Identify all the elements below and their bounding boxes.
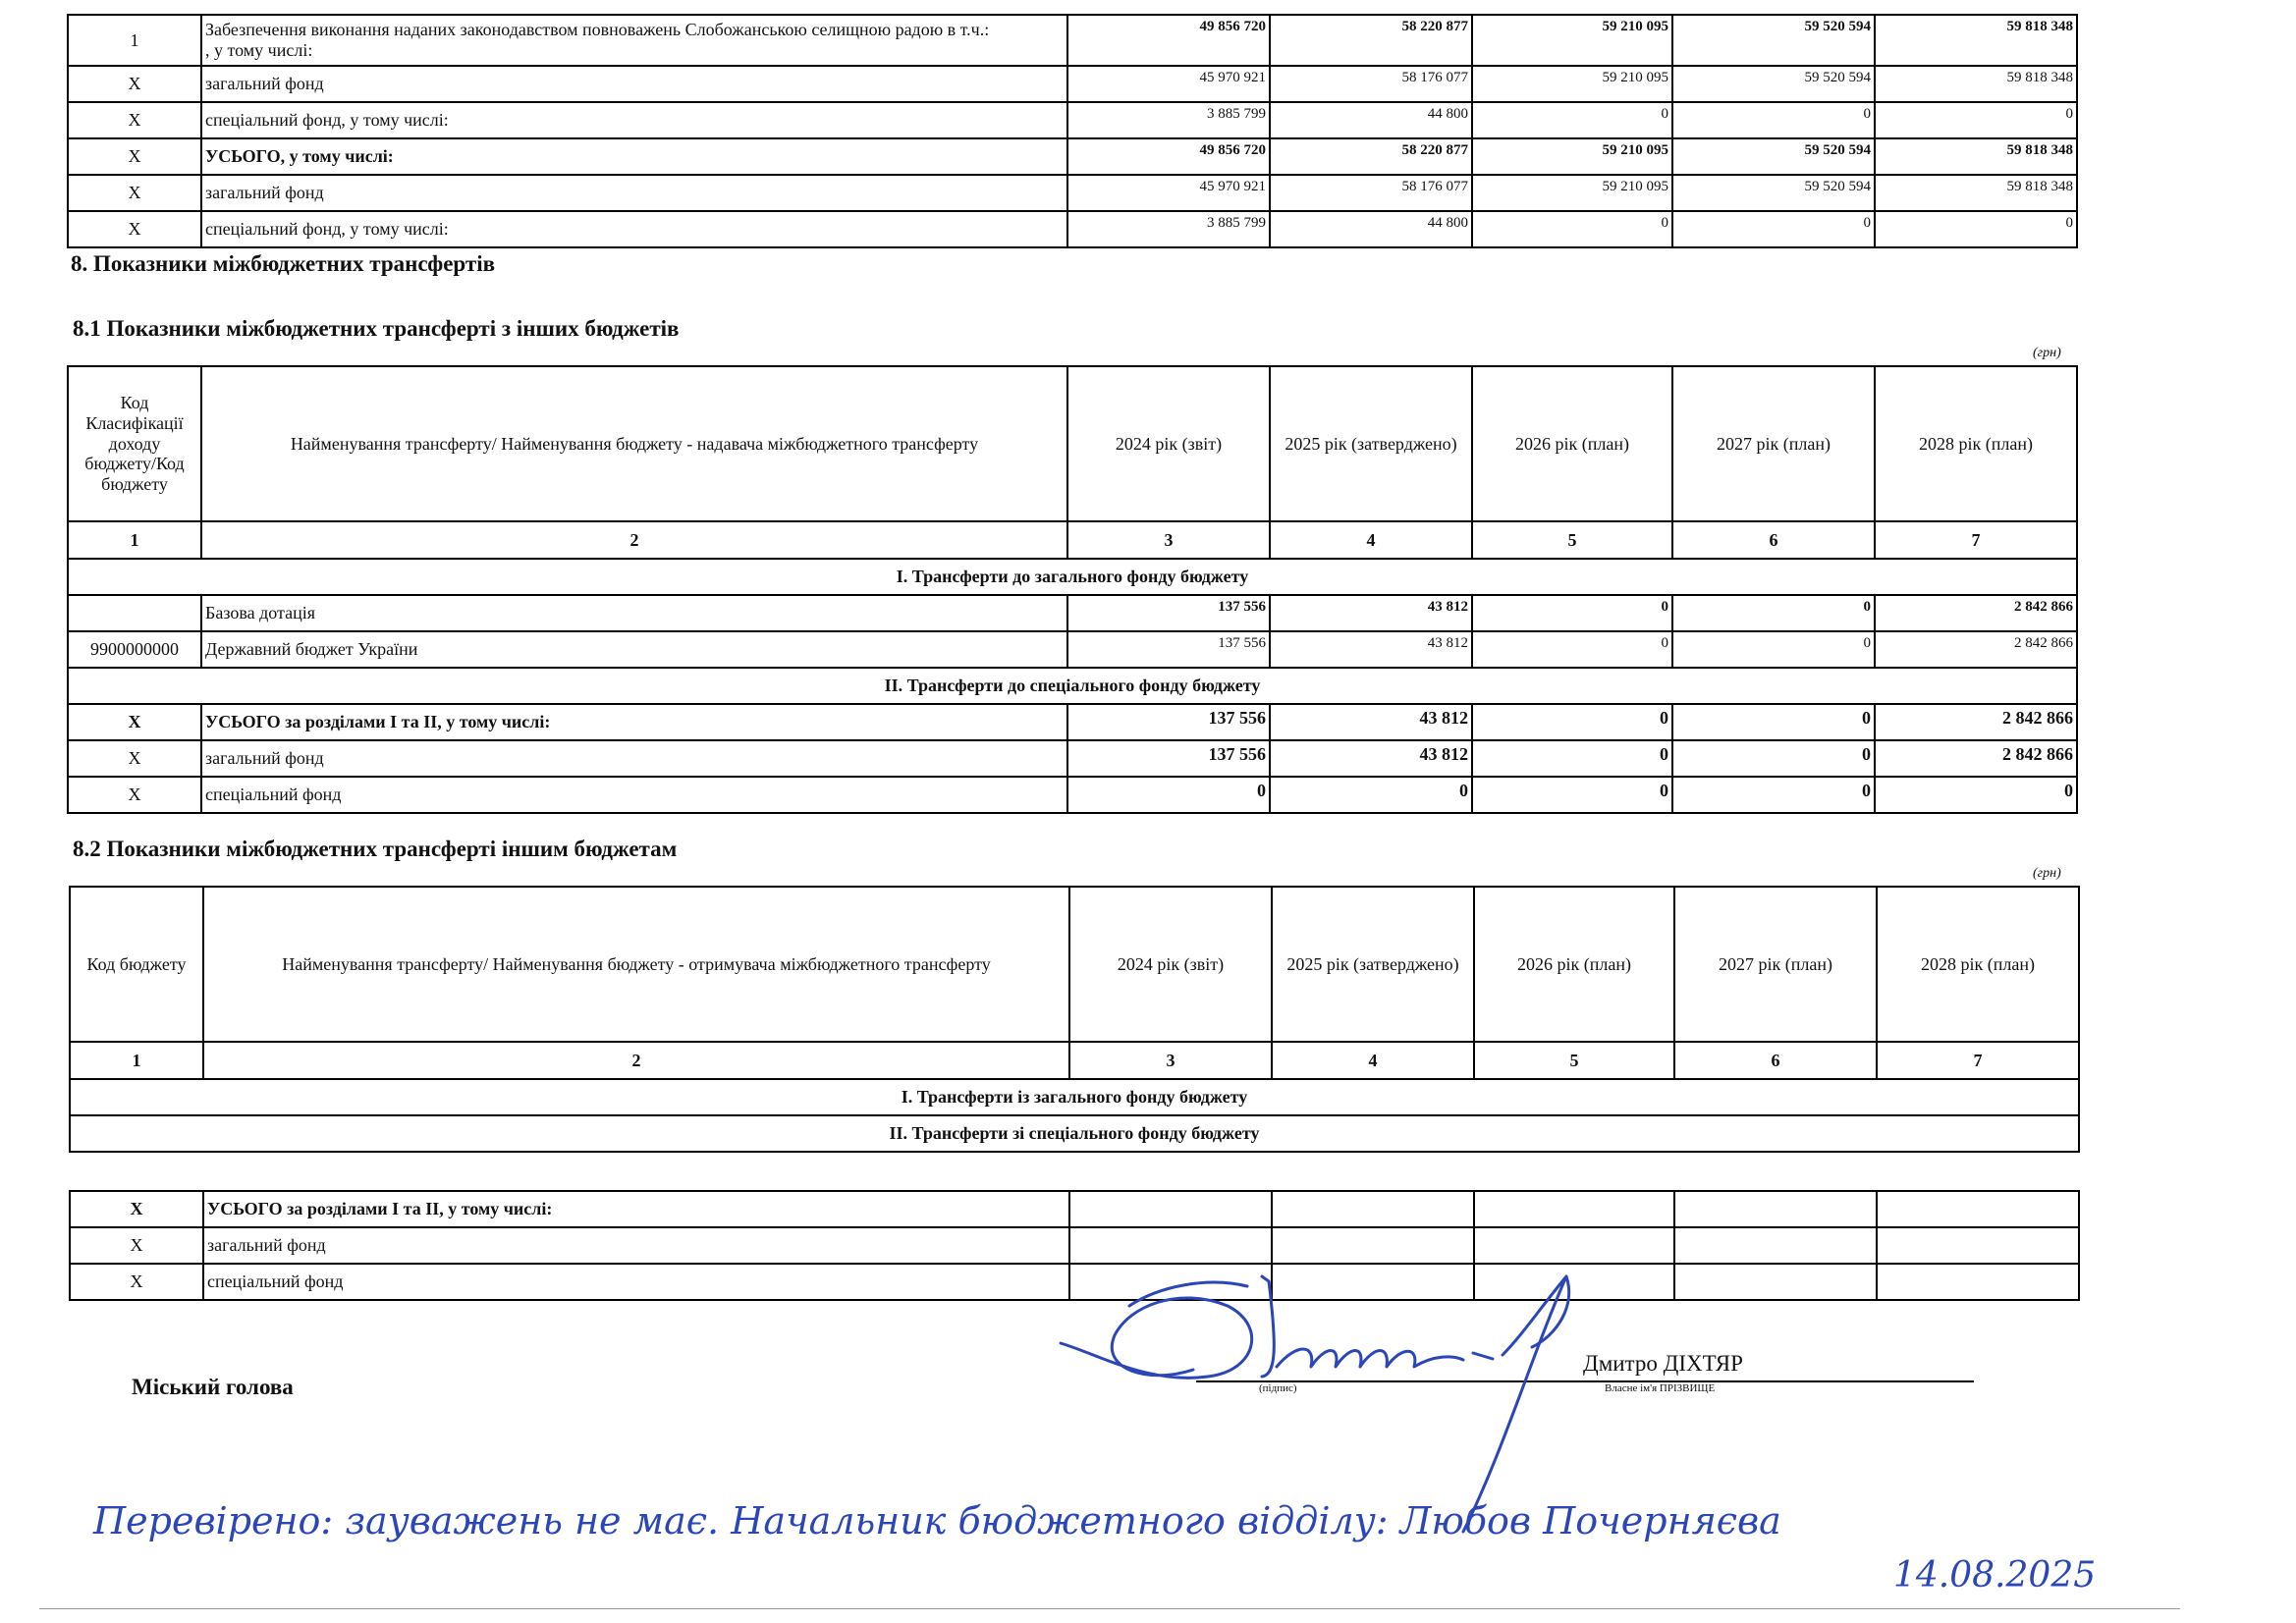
- column-index: 4: [1270, 521, 1472, 559]
- value-2024: 49 856 720: [1067, 15, 1270, 66]
- header-2025: 2025 рік (затверджено): [1270, 366, 1472, 521]
- value-2028: 2 842 866: [1875, 740, 2077, 777]
- column-index: 1: [70, 1042, 203, 1079]
- row-name: загальний фонд: [201, 740, 1067, 777]
- value-2025: 44 800: [1270, 102, 1472, 138]
- value-2027: 0: [1672, 595, 1875, 631]
- header-2028: 2028 рік (план): [1877, 887, 2079, 1042]
- header-2024: 2024 рік (звіт): [1067, 366, 1270, 521]
- value-2028: 0: [1875, 102, 2077, 138]
- value-2024: 0: [1067, 777, 1270, 813]
- header-2028: 2028 рік (план): [1875, 366, 2077, 521]
- row-code: Х: [70, 1227, 203, 1264]
- name-caption: Власне ім'я ПРІЗВИЩЕ: [1605, 1382, 1716, 1394]
- row-code: Х: [68, 175, 201, 211]
- value-2028: 0: [1875, 211, 2077, 247]
- value-2024: 3 885 799: [1067, 102, 1270, 138]
- handwritten-note: Перевірено: зауважень не має. Начальник бюджетного відділу: Любов Почерняєва: [93, 1499, 1781, 1542]
- value-2026: 0: [1472, 211, 1672, 247]
- value-2028: 59 818 348: [1875, 175, 2077, 211]
- column-index: 6: [1674, 1042, 1877, 1079]
- value-2026: 0: [1472, 740, 1672, 777]
- value-2024: 137 556: [1067, 740, 1270, 777]
- header-code: Код Класифікації доходу бюджету/Код бюджету: [68, 366, 201, 521]
- value-2026: 59 210 095: [1472, 66, 1672, 102]
- column-index: 2: [201, 521, 1067, 559]
- column-index: 2: [203, 1042, 1069, 1079]
- section-title: II. Трансферти зі спеціального фонду бюджету: [70, 1115, 2079, 1152]
- column-index: 7: [1875, 521, 2077, 559]
- column-index: 1: [68, 521, 201, 559]
- column-index: 4: [1272, 1042, 1474, 1079]
- signature-caption: (підпис): [1259, 1382, 1297, 1394]
- value-2026: 59 210 095: [1472, 138, 1672, 175]
- value-2024: 45 970 921: [1067, 175, 1270, 211]
- row-code: Х: [68, 740, 201, 777]
- row-code: Х: [70, 1191, 203, 1227]
- value-2027: 59 520 594: [1672, 15, 1875, 66]
- section-title: II. Трансферти до спеціального фонду бюджету: [68, 668, 2077, 704]
- row-code: 9900000000: [68, 631, 201, 668]
- header-name: Найменування трансферту/ Найменування бюджету - надавача міжбюджетного трансферту: [201, 366, 1067, 521]
- row-name: УСЬОГО, у тому числі:: [201, 138, 1067, 175]
- header-2027: 2027 рік (план): [1674, 887, 1877, 1042]
- row-name: спеціальний фонд, у тому числі:: [201, 211, 1067, 247]
- row-name: загальний фонд: [203, 1227, 1069, 1264]
- header-2027: 2027 рік (план): [1672, 366, 1875, 521]
- row-code: Х: [68, 211, 201, 247]
- value-2025: 58 220 877: [1270, 138, 1472, 175]
- row-code: Х: [68, 102, 201, 138]
- value-2027: 0: [1672, 211, 1875, 247]
- value-2026: 0: [1472, 595, 1672, 631]
- signatory-position: Міський голова: [132, 1375, 294, 1399]
- column-index: 3: [1069, 1042, 1272, 1079]
- value-2025: 58 220 877: [1270, 15, 1472, 66]
- value-2025: 43 812: [1270, 704, 1472, 740]
- value-2025: 43 812: [1270, 595, 1472, 631]
- value-2027: 0: [1672, 631, 1875, 668]
- header-2025: 2025 рік (затверджено): [1272, 887, 1474, 1042]
- footer-line: [39, 1608, 2180, 1609]
- value-2026: 59 210 095: [1472, 175, 1672, 211]
- value-2026: 0: [1472, 631, 1672, 668]
- row-name: спеціальний фонд: [201, 777, 1067, 813]
- row-code: Х: [68, 704, 201, 740]
- value-2027: 0: [1672, 704, 1875, 740]
- value-2025: 0: [1270, 777, 1472, 813]
- row-name: загальний фонд: [201, 175, 1067, 211]
- column-index: 6: [1672, 521, 1875, 559]
- section-title: I. Трансферти із загального фонду бюджету: [70, 1079, 2079, 1115]
- unit-label: (грн): [2033, 866, 2061, 881]
- value-2024: 137 556: [1067, 631, 1270, 668]
- column-index: 7: [1877, 1042, 2079, 1079]
- row-code: Х: [70, 1264, 203, 1300]
- value-2028: 2 842 866: [1875, 595, 2077, 631]
- value-2027: 0: [1672, 740, 1875, 777]
- value-2027: 59 520 594: [1672, 66, 1875, 102]
- value-2027: 0: [1672, 777, 1875, 813]
- signatory-name: Дмитро ДІХТЯР: [1583, 1351, 1743, 1376]
- value-2024: 137 556: [1067, 704, 1270, 740]
- row-name: Забезпечення виконання наданих законодавством повноважень Слобожанською селищною радою в т.ч.: , у тому числі:: [201, 15, 1067, 66]
- value-2025: 43 812: [1270, 631, 1472, 668]
- value-2026: 0: [1472, 777, 1672, 813]
- value-2027: 59 520 594: [1672, 175, 1875, 211]
- row-name: УСЬОГО за розділами І та ІІ, у тому числі:: [201, 704, 1067, 740]
- row-name: загальний фонд: [201, 66, 1067, 102]
- header-code: Код бюджету: [70, 887, 203, 1042]
- value-2026: 59 210 095: [1472, 15, 1672, 66]
- value-2024: 45 970 921: [1067, 66, 1270, 102]
- value-2028: 0: [1875, 777, 2077, 813]
- value-2028: 2 842 866: [1875, 704, 2077, 740]
- value-2027: 0: [1672, 102, 1875, 138]
- unit-label: (грн): [2033, 346, 2061, 360]
- row-name: спеціальний фонд: [203, 1264, 1069, 1300]
- row-code: Х: [68, 777, 201, 813]
- column-index: 3: [1067, 521, 1270, 559]
- section-8-1-title: 8.1 Показники міжбюджетних трансферті з інших бюджетів: [73, 316, 680, 341]
- row-code: 1: [68, 15, 201, 66]
- section-8-2-title: 8.2 Показники міжбюджетних трансферті іншим бюджетам: [73, 837, 678, 861]
- section-title: I. Трансферти до загального фонду бюджету: [68, 559, 2077, 595]
- value-2024: 3 885 799: [1067, 211, 1270, 247]
- value-2028: 2 842 866: [1875, 631, 2077, 668]
- value-2025: 44 800: [1270, 211, 1472, 247]
- row-name: УСЬОГО за розділами І та ІІ, у тому числі:: [203, 1191, 1069, 1227]
- value-2028: 59 818 348: [1875, 66, 2077, 102]
- row-code: Х: [68, 138, 201, 175]
- value-2024: 49 856 720: [1067, 138, 1270, 175]
- column-index: 5: [1474, 1042, 1674, 1079]
- value-2025: 43 812: [1270, 740, 1472, 777]
- header-name: Найменування трансферту/ Найменування бюджету - отримувача міжбюджетного трансферту: [203, 887, 1069, 1042]
- row-name: спеціальний фонд, у тому числі:: [201, 102, 1067, 138]
- row-code: Х: [68, 66, 201, 102]
- value-2028: 59 818 348: [1875, 15, 2077, 66]
- value-2024: 137 556: [1067, 595, 1270, 631]
- row-name: Державний бюджет України: [201, 631, 1067, 668]
- value-2025: 58 176 077: [1270, 66, 1472, 102]
- handwritten-date: 14.08.2025: [1893, 1555, 2097, 1596]
- value-2026: 0: [1472, 102, 1672, 138]
- column-index: 5: [1472, 521, 1672, 559]
- value-2025: 58 176 077: [1270, 175, 1472, 211]
- row-name: Базова дотація: [201, 595, 1067, 631]
- value-2028: 59 818 348: [1875, 138, 2077, 175]
- header-2026: 2026 рік (план): [1474, 887, 1674, 1042]
- value-2027: 59 520 594: [1672, 138, 1875, 175]
- section-8-title: 8. Показники міжбюджетних трансфертів: [71, 251, 496, 276]
- header-2026: 2026 рік (план): [1472, 366, 1672, 521]
- header-2024: 2024 рік (звіт): [1069, 887, 1272, 1042]
- value-2026: 0: [1472, 704, 1672, 740]
